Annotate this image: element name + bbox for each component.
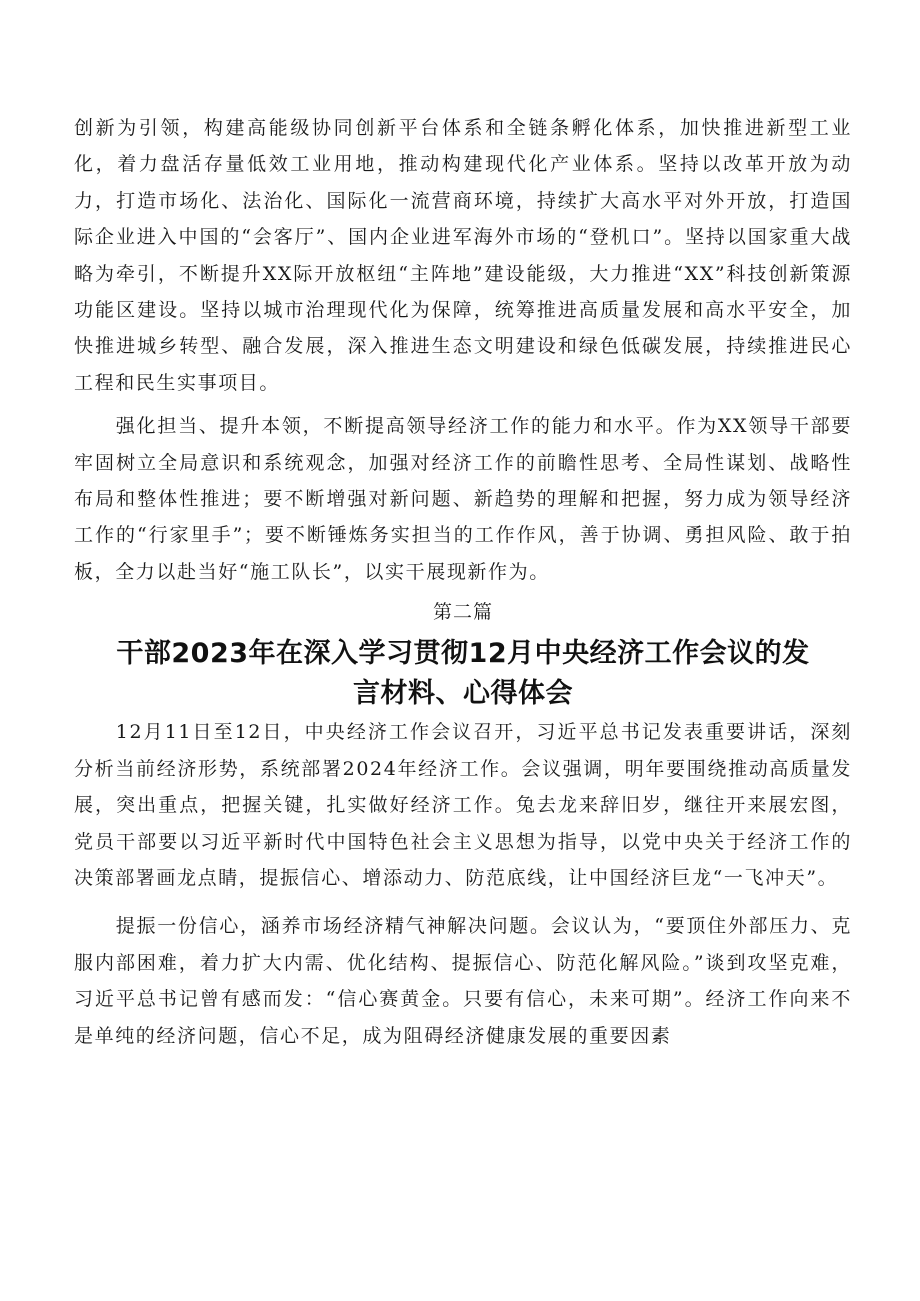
document-title: 干部2023年在深入学习贯彻12月中央经济工作会议的发言材料、心得体会	[116, 638, 810, 710]
body-paragraph: 强化担当、提升本领，不断提高领导经济工作的能力和水平。作为XX领导干部要牢固树立全局意识和系统观念，加强对经济工作的前瞻性思考、全局性谋划、战略性布局和整体性推进；要不断增强对新问题、新趋势的理解和把握，努力成为领导经济工作的“行家里手”；要不断锤炼务实担当的工作作风，善于协调、勇担风险、敢于拍板，全力以赴当好“施工队长”，以实干展现新作为。	[74, 415, 852, 583]
body-paragraph: 提振一份信心，涵养市场经济精气神解决问题。会议认为，“要顶住外部压力、克服内部困难，着力扩大内需、优化结构、提振信心、防范化解风险。”谈到攻坚克难，习近平总书记曾有感而发：“信心赛黄金。只要有信心，未来可期”。经济工作向来不是单纯的经济问题，信心不足，成为阻碍经济健康发展的重要因素	[74, 915, 852, 1047]
body-paragraph: 创新为引领，构建高能级协同创新平台体系和全链条孵化体系，加快推进新型工业化，着力盘活存量低效工业用地，推动构建现代化产业体系。坚持以改革开放为动力，打造市场化、法治化、国际化一流营商环境，持续扩大高水平对外开放，打造国际企业进入中国的“会客厅”、国内企业进军海外市场的“登机口”。坚持以国家重大战略为牵引，不断提升XX际开放枢纽“主阵地”建设能级，大力推进“XX”科技创新策源功能区建设。坚持以城市治理现代化为保障，统筹推进高质量发展和高水平安全，加快推进城乡转型、融合发展，深入推进生态文明建设和绿色低碳发展，持续推进民心工程和民生实事项目。	[74, 117, 852, 394]
section-label: 第二篇	[432, 601, 493, 624]
body-paragraph: 12月11日至12日，中央经济工作会议召开，习近平总书记发表重要讲话，深刻分析当前经济形势，系统部署2024年经济工作。会议强调，明年要围绕推动高质量发展，突出重点，把握关键，扎实做好经济工作。兔去龙来辞旧岁，继往开来展宏图，党员干部要以习近平新时代中国特色社会主义思想为指导，以党中央关于经济工作的决策部署画龙点睛，提振信心、增添动力、防范底线，让中国经济巨龙“一飞冲天”。	[74, 721, 852, 889]
